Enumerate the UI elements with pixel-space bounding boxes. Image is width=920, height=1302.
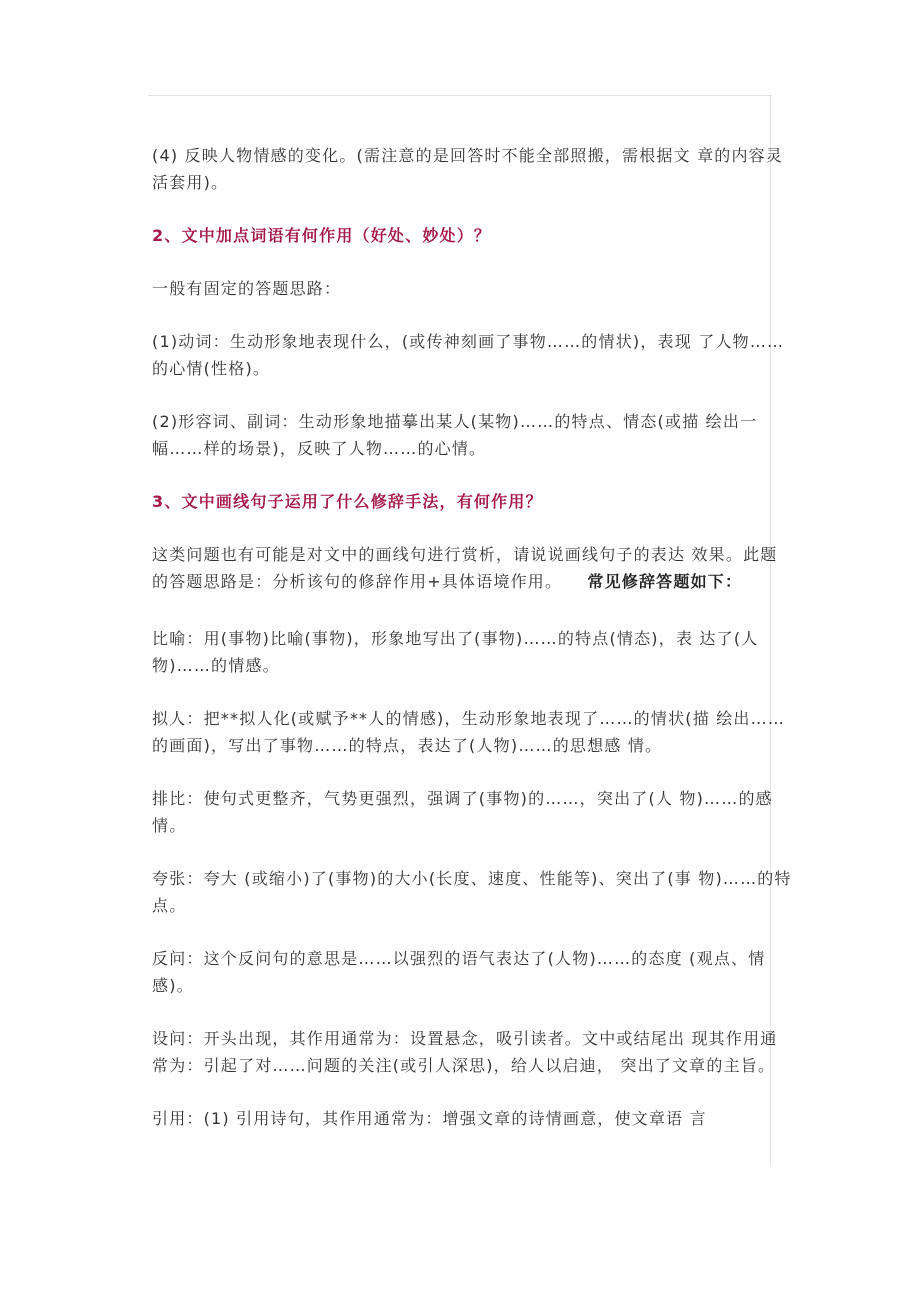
paragraph-hyperbole: 夸张：夸大 (或缩小)了(事物)的大小(长度、速度、性能等)、突出了(事 物)……的特点。 <box>152 869 792 915</box>
paragraph-self-question: 设问：开头出现，其作用通常为：设置悬念，吸引读者。文中或结尾出 现其作用通常为：引起了对……问题的关注(或引人深思)，给人以启迪， 突出了文章的主旨。 <box>152 1029 778 1075</box>
paragraph-metaphor: 比喻：用(事物)比喻(事物)，形象地写出了(事物)……的特点(情态)，表 达了(人物)……的情感。 <box>152 629 759 675</box>
page-top-border <box>148 95 772 96</box>
paragraph-adjectives-adverbs: (2)形容词、副词：生动形象地描摹出某人(某物)……的特点、情态(或描 绘出一幅……样的场景)，反映了人物……的心情。 <box>152 412 758 458</box>
paragraph-rhetoric-intro <box>152 541 792 595</box>
rhetoric-intro-bold: 常见修辞答题如下： <box>587 572 743 591</box>
document-body <box>152 142 792 1132</box>
paragraph-answer-approach: 一般有固定的答题思路： <box>152 279 342 298</box>
paragraph-parallelism: 排比：使句式更整齐，气势更强烈，强调了(事物)的……，突出了(人 物)……的感情。 <box>152 789 773 835</box>
paragraph-emotion-change: (4) 反映人物情感的变化。(需注意的是回答时不能全部照搬，需根据文 章的内容灵活套用)。 <box>152 146 784 192</box>
paragraph-personification: 拟人：把**拟人化(或赋予**人的情感)，生动形象地表现了……的情状(描 绘出……的画面)，写出了事物……的特点，表达了(人物)……的思想感 情。 <box>152 709 786 755</box>
rhetoric-intro-text: 这类问题也有可能是对文中的画线句进行赏析，请说说画线句子的表达 效果。此题的答题思路是：分析该句的修辞作用+具体语境作用。 <box>152 545 778 591</box>
paragraph-quotation: 引用：(1) 引用诗句，其作用通常为：增强文章的诗情画意，使文章语 言 <box>152 1109 707 1128</box>
paragraph-verbs: (1)动词：生动形象地表现什么，(或传神刻画了事物……的情状)，表现 了人物……的心情(性格)。 <box>152 332 785 378</box>
section-heading-3: 3、文中画线句子运用了什么修辞手法，有何作用？ <box>152 492 543 511</box>
paragraph-rhetorical-question: 反问：这个反问句的意思是……以强烈的语气表达了(人物)……的态度 (观点、情感)。 <box>152 949 766 995</box>
section-heading-2: 2、文中加点词语有何作用（好处、妙处）？ <box>152 226 492 245</box>
